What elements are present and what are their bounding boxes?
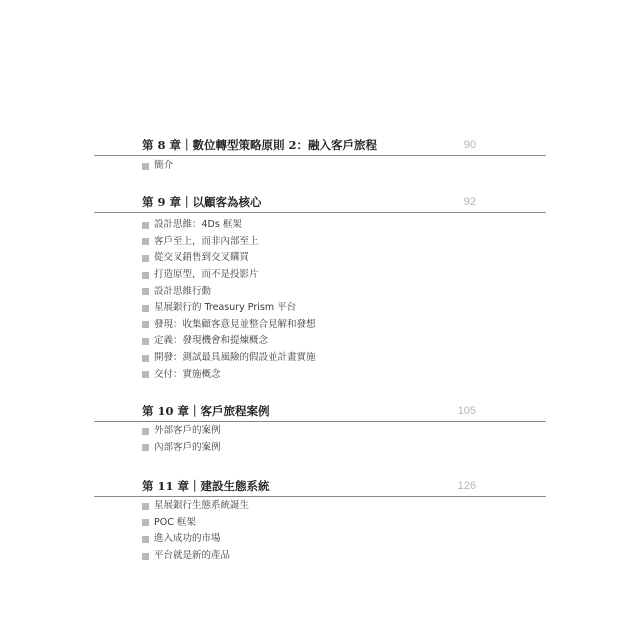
chapter-title: 第 9 章｜以顧客為核心: [142, 195, 262, 209]
square-bullet-icon: [142, 444, 149, 451]
section-label: 設計思維行動: [154, 285, 212, 297]
section-label: 客戶至上，而非內部至上: [154, 235, 259, 247]
list-item: [142, 350, 316, 367]
chapter-divider: [94, 421, 546, 422]
list-item: [142, 158, 173, 175]
chapter-divider: [94, 496, 546, 497]
chapter-heading: [94, 194, 546, 214]
list-item: [142, 366, 316, 383]
section-label: 內部客戶的案例: [154, 441, 221, 453]
list-item: [142, 234, 316, 251]
section-label: 打造原型，而不是投影片: [154, 269, 259, 281]
square-bullet-icon: [142, 519, 149, 526]
chapter-title: 第 11 章｜建設生態系統: [142, 479, 270, 493]
section-label: 簡介: [154, 160, 174, 172]
square-bullet-icon: [142, 163, 149, 170]
section-label: 外部客戶的案例: [154, 425, 221, 437]
square-bullet-icon: [142, 371, 149, 378]
list-item: [142, 300, 316, 317]
chapter-title: 第 10 章｜客戶旅程案例: [142, 404, 270, 418]
section-label: 從交叉銷售到交叉購買: [154, 252, 250, 264]
square-bullet-icon: [142, 288, 149, 295]
section-label: 星展銀行生態系統誕生: [154, 500, 250, 512]
square-bullet-icon: [142, 321, 149, 328]
list-item: [142, 498, 249, 515]
section-label: 定義：發現機會和提煉概念: [154, 335, 269, 347]
list-item: [142, 440, 221, 457]
square-bullet-icon: [142, 355, 149, 362]
chapter-title: 第 8 章｜數位轉型策略原則 2：融入客戶旅程: [142, 138, 378, 152]
section-label: 進入成功的市場: [154, 533, 221, 545]
list-item: [142, 217, 316, 234]
square-bullet-icon: [142, 338, 149, 345]
square-bullet-icon: [142, 503, 149, 510]
square-bullet-icon: [142, 255, 149, 262]
square-bullet-icon: [142, 272, 149, 279]
square-bullet-icon: [142, 536, 149, 543]
section-list: [142, 423, 221, 456]
section-list: [142, 217, 316, 383]
chapter-heading: [94, 478, 546, 498]
list-item: [142, 548, 249, 565]
list-item: [142, 515, 249, 532]
chapter-page-number: 92: [463, 196, 476, 208]
list-item: [142, 317, 316, 334]
list-item: [142, 283, 316, 300]
chapter-divider: [94, 212, 546, 213]
list-item: [142, 531, 249, 548]
square-bullet-icon: [142, 553, 149, 560]
list-item: [142, 423, 221, 440]
list-item: [142, 250, 316, 267]
section-label: 發現：收集顧客意見並整合見解和發想: [154, 318, 316, 330]
section-list: [142, 498, 249, 564]
chapter-page-number: 105: [457, 405, 476, 417]
list-item: [142, 333, 316, 350]
chapter-page-number: 90: [463, 139, 476, 151]
chapter-page-number: 126: [457, 480, 476, 492]
square-bullet-icon: [142, 428, 149, 435]
chapter-heading: [94, 403, 546, 423]
square-bullet-icon: [142, 222, 149, 229]
section-label: 平台就是新的產品: [154, 550, 231, 562]
section-label: 設計思維：4Ds 框架: [154, 219, 242, 231]
chapter-heading: [94, 137, 546, 157]
list-item: [142, 267, 316, 284]
section-label: 星展銀行的 Treasury Prism 平台: [154, 302, 297, 314]
section-label: 交付：實施概念: [154, 368, 221, 380]
chapter-divider: [94, 155, 546, 156]
square-bullet-icon: [142, 238, 149, 245]
section-label: POC 框架: [154, 516, 196, 528]
section-list: [142, 158, 173, 175]
square-bullet-icon: [142, 305, 149, 312]
section-label: 開發：測試最具風險的假設並計畫實施: [154, 352, 316, 364]
